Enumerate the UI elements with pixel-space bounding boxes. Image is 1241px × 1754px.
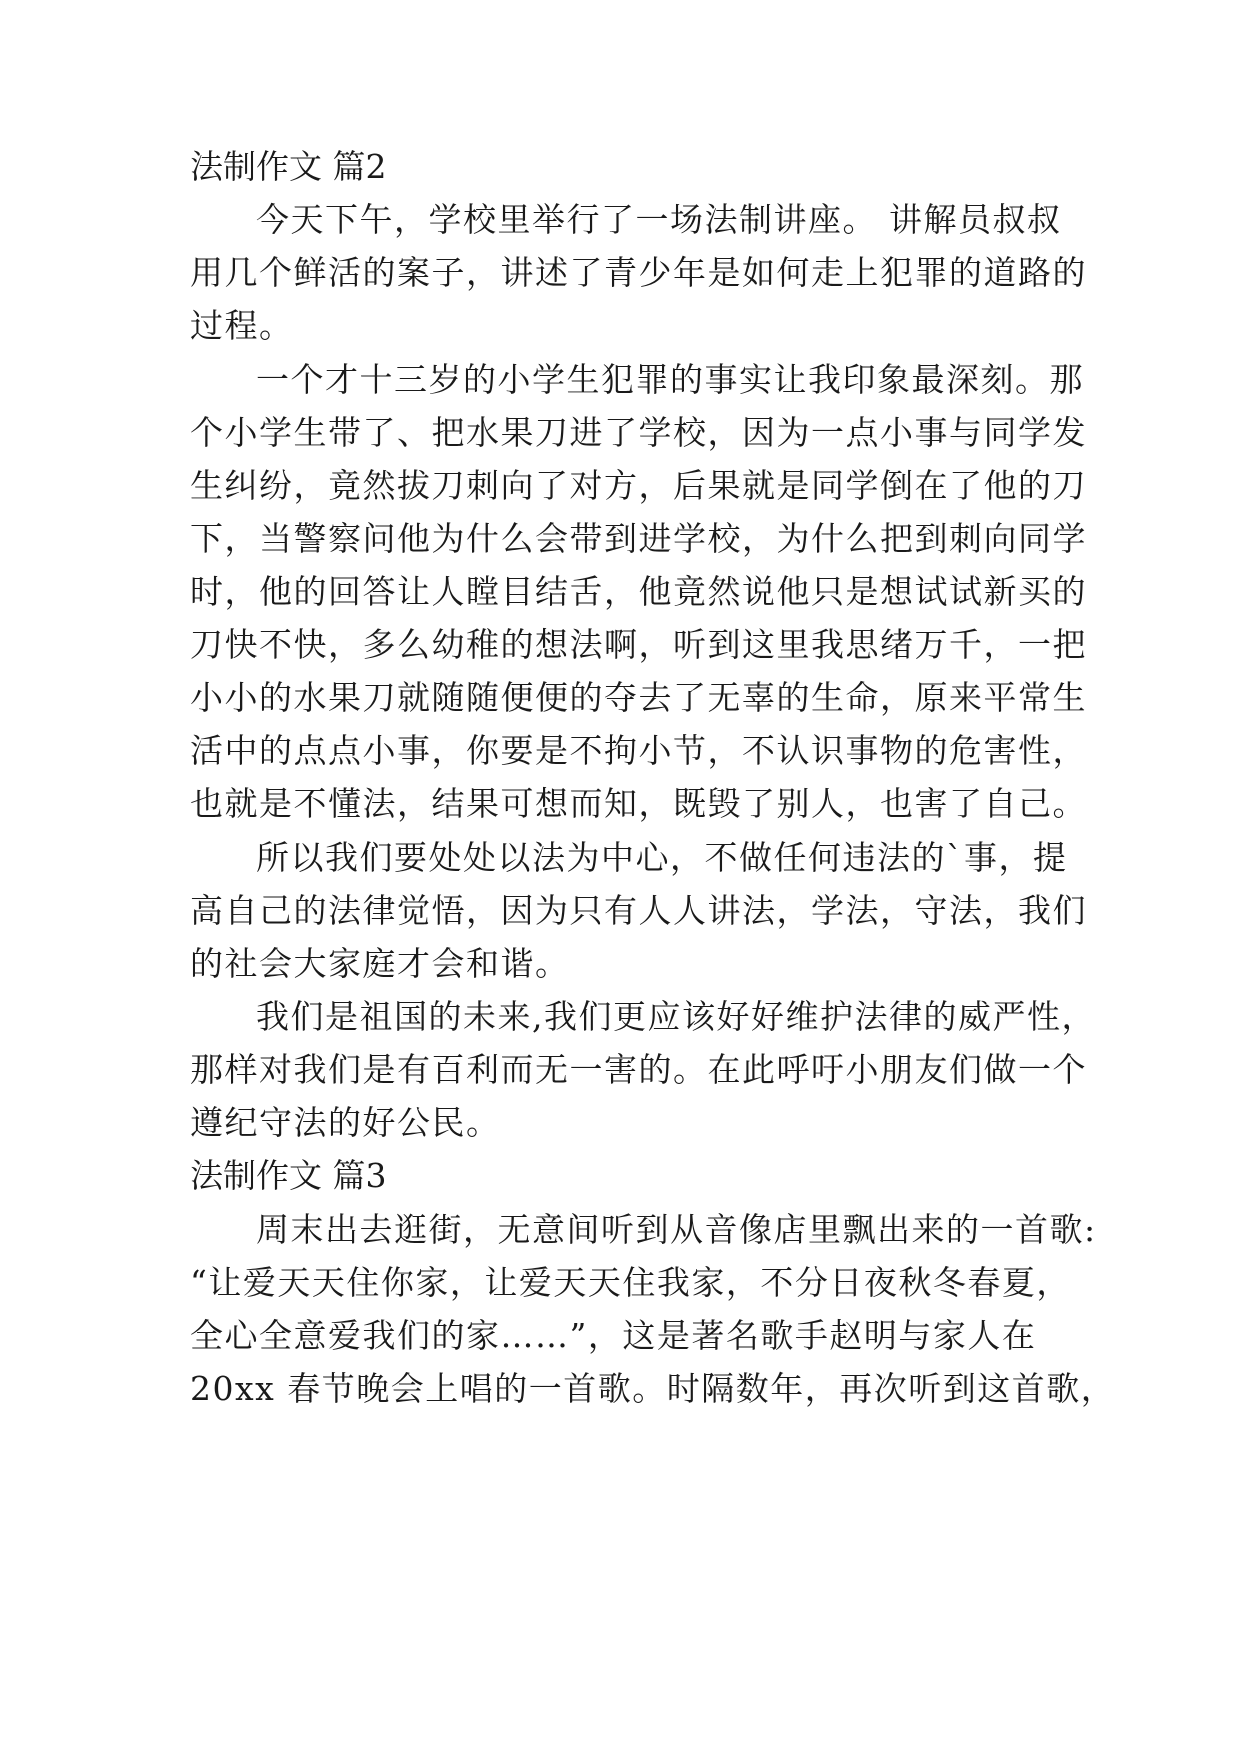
paragraph-line: 用几个鲜活的案子，讲述了青少年是如何走上犯罪的道路的 — [190, 253, 1087, 292]
paragraph-line: 个小学生带了、把水果刀进了学校，因为一点小事与同学发 — [190, 413, 1087, 452]
section-heading: 法制作文 篇2 — [190, 147, 387, 186]
paragraph-line: 今天下午，学校里举行了一场法制讲座。 讲解员叔叔 — [256, 200, 1062, 239]
paragraph-line: 也就是不懂法，结果可想而知，既毁了别人，也害了自己。 — [190, 784, 1087, 823]
paragraph-line: 我们是祖国的未来,我们更应该好好维护法律的威严性， — [256, 997, 1096, 1036]
paragraph-line: 活中的点点小事，你要是不拘小节，不认识事物的危害性， — [190, 731, 1087, 770]
paragraph-line: 生纠纷，竟然拔刀刺向了对方，后果就是同学倒在了他的刀 — [190, 466, 1087, 505]
paragraph-line: 遵纪守法的好公民。 — [190, 1103, 501, 1142]
paragraph-line: 的社会大家庭才会和谐。 — [190, 944, 570, 983]
paragraph-line: 20xx 春节晚会上唱的一首歌。时隔数年，再次听到这首歌， — [190, 1369, 1116, 1408]
paragraph-line: “让爱天天住你家，让爱天天住我家，不分日夜秋冬春夏， — [190, 1263, 1071, 1302]
paragraph-line: 高自己的法律觉悟，因为只有人人讲法，学法，守法，我们 — [190, 891, 1087, 930]
paragraph-line: 周末出去逛街，无意间听到从音像店里飘出来的一首歌: — [256, 1210, 1097, 1249]
paragraph-line: 小小的水果刀就随随便便的夺去了无辜的生命，原来平常生 — [190, 678, 1087, 717]
paragraph-line: 所以我们要处处以法为中心，不做任何违法的`事，提 — [256, 838, 1068, 877]
paragraph-line: 一个才十三岁的小学生犯罪的事实让我印象最深刻。那 — [256, 360, 1084, 399]
paragraph-line: 下，当警察问他为什么会带到进学校，为什么把到刺向同学 — [190, 519, 1087, 558]
paragraph-line: 刀快不快，多么幼稚的想法啊，听到这里我思绪万千，一把 — [190, 625, 1087, 664]
paragraph-line: 全心全意爱我们的家……”，这是著名歌手赵明与家人在 — [190, 1316, 1037, 1355]
paragraph-line: 时，他的回答让人瞠目结舌，他竟然说他只是想试试新买的 — [190, 572, 1087, 611]
paragraph-line: 那样对我们是有百利而无一害的。在此呼吁小朋友们做一个 — [190, 1050, 1087, 1089]
section-heading: 法制作文 篇3 — [190, 1156, 387, 1195]
paragraph-line: 过程。 — [190, 306, 294, 345]
